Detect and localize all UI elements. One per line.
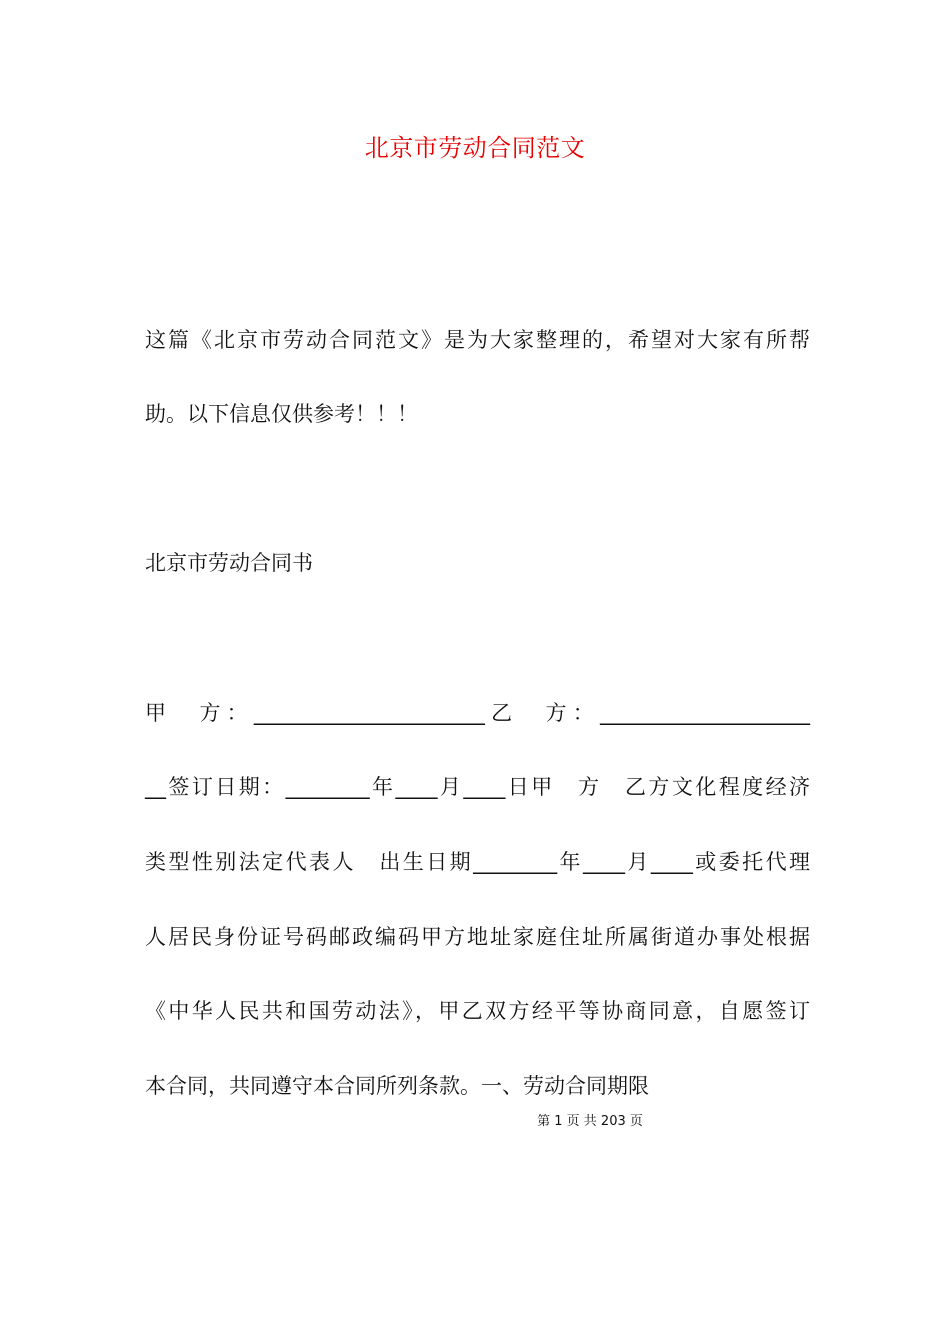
- contract-subtitle: 北京市劳动合同书: [145, 551, 313, 575]
- body-line-2: __签订日期：________年____月____日甲 方 乙方文化程度经济: [145, 775, 810, 799]
- body-line-5: 《中华人民共和国劳动法》，甲乙双方经平等协商同意，自愿签订: [145, 999, 810, 1023]
- intro-line-2: 助。以下信息仅供参考！！！: [145, 402, 418, 426]
- body-line-6: 本合同，共同遵守本合同所列条款。一、劳动合同期限: [145, 1074, 649, 1098]
- body-line-1: 甲 方：______________________乙 方：____________________: [145, 701, 810, 725]
- body-line-3: 类型性别法定代表人 出生日期________年____月____或委托代理: [145, 850, 810, 874]
- document-title: 北京市劳动合同范文: [364, 134, 586, 162]
- body-line-4: 人居民身份证号码邮政编码甲方地址家庭住址所属街道办事处根据: [145, 925, 810, 949]
- intro-line-1: 这篇《北京市劳动合同范文》是为大家整理的，希望对大家有所帮: [145, 328, 810, 352]
- page-footer: 第 1 页 共 203 页: [537, 1114, 643, 1129]
